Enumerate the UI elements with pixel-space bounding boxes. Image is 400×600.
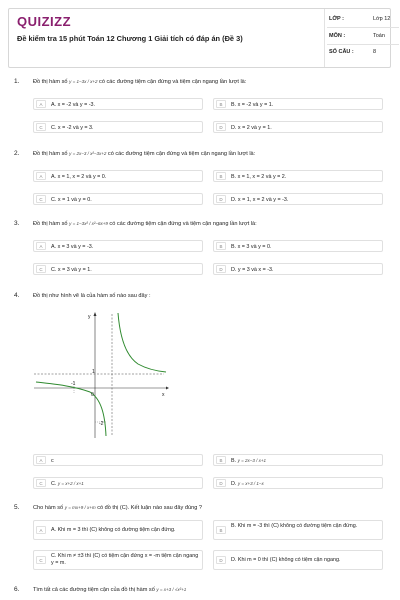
option-c[interactable] xyxy=(33,263,203,275)
info-separator xyxy=(327,44,399,45)
question-text xyxy=(33,587,383,593)
option-badge: A xyxy=(36,456,46,464)
option-c[interactable] xyxy=(33,193,203,205)
math-expression: y = mx+9 / x+m xyxy=(64,504,96,510)
question-lead: Cho hàm số xyxy=(33,504,64,511)
option-badge: C xyxy=(36,479,46,487)
question-lead: Đồ thị hàm số xyxy=(33,220,68,227)
option-d[interactable] xyxy=(213,477,383,489)
info-subject xyxy=(329,33,393,45)
option-badge: B xyxy=(216,526,226,534)
option-label: D. xyxy=(231,480,237,487)
label-y-1: 1 xyxy=(92,369,95,375)
question-text: Đồ thị như hình vẽ là của hàm số nào sau đây : xyxy=(33,292,151,299)
info-count-value: 8 xyxy=(373,49,377,55)
option-d[interactable] xyxy=(213,263,383,275)
option-a[interactable] xyxy=(33,454,203,466)
question-tail: có các đường tiệm cận đứng và tiệm cận ngang lần lượt là: xyxy=(99,78,247,85)
info-count-key: SỐ CÂU : xyxy=(329,49,354,55)
question-text xyxy=(33,151,383,157)
option-d[interactable] xyxy=(213,121,383,133)
option-a[interactable] xyxy=(33,520,203,540)
math-expression: y = 2x−3 / x²−3x+2 xyxy=(69,150,107,156)
option-text: B. Khi m = -3 thì (C) không có đường tiệm cận đứng. xyxy=(231,523,358,529)
question-lead: Tìm tất cả các đường tiệm cận của đồ thị hàm số xyxy=(33,586,155,593)
info-class xyxy=(329,16,393,28)
option-badge: C xyxy=(36,123,46,131)
quizizz-logo: QUIZIZZ xyxy=(17,14,72,29)
option-text: A. x = -2 và y = -3. xyxy=(51,101,96,108)
info-separator xyxy=(327,27,399,28)
info-subject-value: Toán xyxy=(373,33,385,39)
info-class-value: Lớp 12 xyxy=(373,16,391,22)
option-badge: C xyxy=(36,195,46,203)
option-text: B. x = 1, x = 2 và y = 2. xyxy=(231,173,287,180)
graph-branch-right xyxy=(118,313,166,372)
option-badge: C xyxy=(36,265,46,273)
option-text: C. x = 3 và y = 1. xyxy=(51,266,92,273)
label-y: y xyxy=(88,314,91,320)
math-expression: y = x+3 / 1−x xyxy=(237,480,264,486)
label-x: x xyxy=(162,392,165,398)
option-b[interactable] xyxy=(213,240,383,252)
option-badge: B xyxy=(216,456,226,464)
option-a[interactable] xyxy=(33,170,203,182)
option-badge: B xyxy=(216,172,226,180)
option-text: C. x = 1 và y = 0. xyxy=(51,196,92,203)
document-title: Đề kiểm tra 15 phút Toán 12 Chương 1 Giải tích có đáp án (Đề 3) xyxy=(17,34,243,43)
x-axis-arrow xyxy=(166,387,169,390)
question-number: 6. xyxy=(14,586,20,593)
question-tail: có các đường tiệm cận đứng và tiệm cận ngang lần lượt là: xyxy=(107,150,256,157)
math-expression: y = 1−3x / x+2 xyxy=(69,78,98,84)
function-graph xyxy=(34,310,174,440)
option-badge: B xyxy=(216,100,226,108)
question-text xyxy=(33,79,383,85)
question-number: 1. xyxy=(14,78,20,85)
question-number: 3. xyxy=(14,220,20,227)
option-text xyxy=(231,481,264,487)
option-text: B. x = 3 và y = 0. xyxy=(231,243,272,250)
option-text: B. x = -2 và y = 1. xyxy=(231,101,274,108)
math-expression: y = x+2 / x+1 xyxy=(57,480,84,486)
option-c[interactable] xyxy=(33,550,203,570)
option-badge: A xyxy=(36,172,46,180)
question-text xyxy=(33,505,383,511)
question-tail: có các đường tiệm cận đứng và tiệm cận ngang lần lượt là: xyxy=(109,220,257,227)
option-text: D. x = 1, x = 2 và y = -3. xyxy=(231,196,289,203)
option-b[interactable] xyxy=(213,454,383,466)
option-text: A. x = 3 và y = -3. xyxy=(51,243,94,250)
question-text xyxy=(33,221,383,227)
y-axis-arrow xyxy=(94,312,97,316)
option-text: C. x = -2 và y = 3. xyxy=(51,124,94,131)
option-d[interactable] xyxy=(213,193,383,205)
option-badge: A xyxy=(36,526,46,534)
option-text: A. Khi m = 3 thì (C) không có đường tiệm cận đứng. xyxy=(51,527,176,533)
question-number: 5. xyxy=(14,504,20,511)
info-count xyxy=(329,49,393,61)
option-b[interactable] xyxy=(213,98,383,110)
math-expression: y = x+3 / √x²+1 xyxy=(156,586,187,592)
question-lead: Đồ thị hàm số xyxy=(33,150,68,157)
math-expression: y = 1−3x² / x²−6x+9 xyxy=(69,220,108,226)
option-c[interactable] xyxy=(33,477,203,489)
option-badge: D xyxy=(216,479,226,487)
option-text: D. y = 3 và x = -3. xyxy=(231,266,274,273)
option-label: B. xyxy=(231,457,237,464)
header-divider xyxy=(324,9,325,67)
option-d[interactable] xyxy=(213,550,383,570)
option-badge: D xyxy=(216,123,226,131)
option-badge: C xyxy=(36,556,46,564)
question-number: 4. xyxy=(14,292,20,299)
label-origin: 0 xyxy=(91,392,94,398)
question-number: 2. xyxy=(14,150,20,157)
option-a[interactable] xyxy=(33,240,203,252)
option-badge: D xyxy=(216,195,226,203)
option-b[interactable] xyxy=(213,170,383,182)
option-c[interactable] xyxy=(33,121,203,133)
option-badge: D xyxy=(216,556,226,564)
option-text: D. x = 2 và y = 1. xyxy=(231,124,272,131)
math-expression: y = 2x−3 / x+1 xyxy=(237,457,266,463)
option-text: C. Khi m ≠ ±3 thì (C) có tiệm cận đứng x = -m tiệm cận ngang y = m. xyxy=(51,553,199,566)
option-text xyxy=(231,458,266,464)
option-badge: D xyxy=(216,265,226,273)
option-badge: A xyxy=(36,100,46,108)
document-header xyxy=(8,8,391,68)
option-text xyxy=(51,481,84,487)
question-tail: có đồ thị (C). Kết luận nào sau đây đúng ? xyxy=(97,504,202,511)
option-text: A. x = 1, x = 2 và y = 0. xyxy=(51,173,107,180)
option-b[interactable] xyxy=(213,520,383,540)
graph-branch-left xyxy=(36,382,106,436)
option-badge: A xyxy=(36,242,46,250)
info-subject-key: MÔN : xyxy=(329,33,346,39)
option-a[interactable] xyxy=(33,98,203,110)
question-lead: Đồ thị hàm số xyxy=(33,78,68,85)
info-class-key: LỚP : xyxy=(329,16,344,22)
label-y-neg2: -2 xyxy=(99,421,104,427)
label-x-neg1: -1 xyxy=(71,381,76,387)
option-text: D. Khi m = 0 thì (C) không có tiệm cận ngang. xyxy=(231,557,341,563)
option-text: c xyxy=(51,457,54,464)
option-label: C. xyxy=(51,480,57,487)
option-badge: B xyxy=(216,242,226,250)
